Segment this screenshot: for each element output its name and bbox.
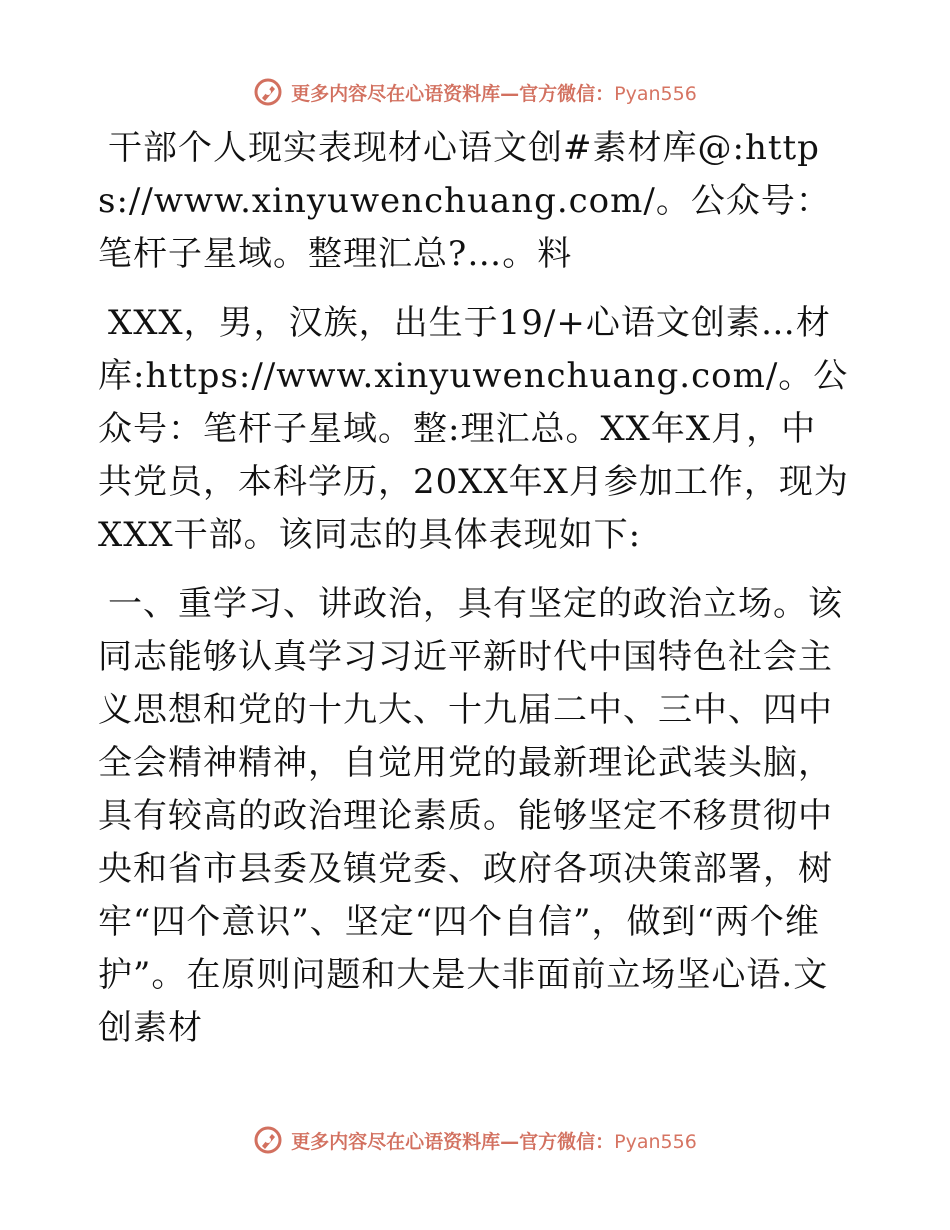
header-watermark-banner xyxy=(0,72,950,112)
brand-logo-icon xyxy=(253,77,283,107)
watermark-text xyxy=(291,1127,697,1154)
paragraph-section-one: 一、重学习、讲政治，具有坚定的政治立场。该同志能够认真学习习近平新时代中国特色社会主义思想和党的十九大、十九届二中、三中、四中全会精神精神，自觉用党的最新理论武装头脑，具有较高的政治理论素质。能够坚定不移贯彻中央和省市县委及镇党委、政府各项决策部署，树牢“四个意识”、坚定“四个自信”，做到“两个维护”。在原则问题和大是大非面前立场坚心语.文创素材 xyxy=(98,584,843,1048)
watermark-text xyxy=(291,79,697,106)
watermark-label: 更多内容尽在心语资料库—官方微信： xyxy=(291,82,615,105)
footer-watermark-banner xyxy=(0,1120,950,1160)
watermark-handle: Pyan556 xyxy=(614,82,697,105)
watermark-label: 更多内容尽在心语资料库—官方微信： xyxy=(291,1130,615,1153)
brand-logo-icon xyxy=(253,1125,283,1155)
watermark-handle: Pyan556 xyxy=(614,1130,697,1153)
document-body xyxy=(98,122,850,1055)
paragraph-title: 干部个人现实表现材心语文创#素材库@:https://www.xinyuwenchuang.com/。公众号：笔杆子星域。整理汇总?…。料 xyxy=(98,128,831,274)
paragraph-profile: XXX，男，汉族，出生于19/+心语文创素…材库:https://www.xinyuwenchuang.com/。公众号：笔杆子星域。整:理汇总。XX年X月，中共党员，本科学历，20XX年X月参加工作，现为XXX干部。该同志的具体表现如下: xyxy=(98,303,849,555)
